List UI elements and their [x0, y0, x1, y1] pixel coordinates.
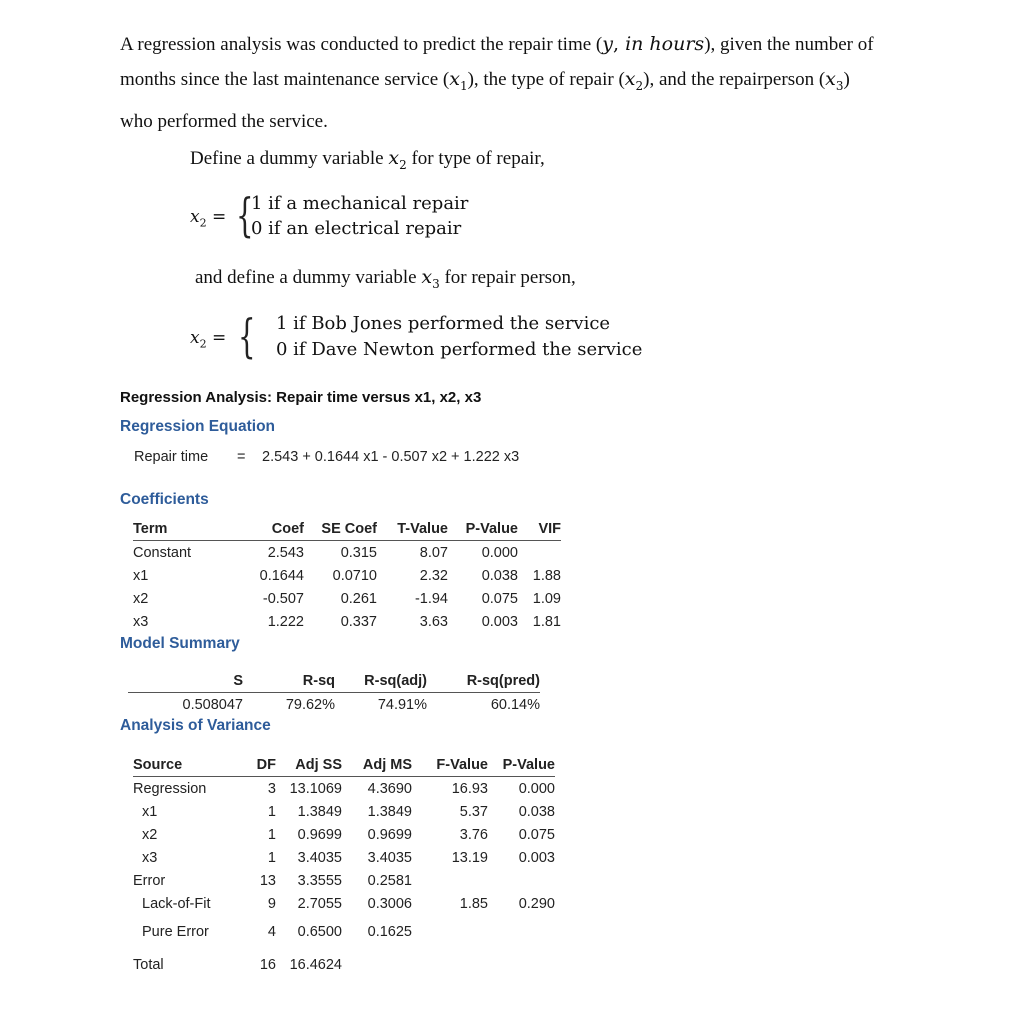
cell: 3: [267, 780, 276, 797]
table-row: [133, 564, 561, 587]
intro-comma: ,: [612, 33, 626, 55]
cell: 0.003: [481, 613, 518, 630]
cell: 0.9699: [297, 826, 342, 843]
cell: -1.94: [414, 590, 448, 607]
cell: 0.290: [518, 895, 555, 912]
cell: 3.76: [459, 826, 488, 843]
regression-equation-rhs: 2.543 + 0.1644 x1 - 0.507 x2 + 1.222 x3: [262, 449, 520, 465]
cell: 4.3690: [367, 780, 412, 797]
cell: 0.038: [481, 567, 518, 584]
cell: Total: [133, 956, 164, 973]
column-header: SE Coef: [304, 518, 377, 541]
cell: 1.222: [267, 613, 304, 630]
coefficients-header-row: [133, 518, 561, 541]
cell: [488, 948, 555, 981]
table-row: [133, 587, 561, 610]
define-text: and define a dummy variable: [195, 267, 422, 288]
table-row: [133, 846, 555, 869]
var-x2: x: [190, 207, 200, 227]
cell: 8.07: [419, 544, 448, 561]
cell: 1.09: [532, 590, 561, 607]
regression-equation-heading: Regression Equation: [120, 418, 276, 435]
cell: 1: [267, 826, 276, 843]
cell: 0.038: [518, 803, 555, 820]
column-header: VIF: [518, 518, 561, 541]
cell: 9: [267, 895, 276, 912]
intro-text: ): [843, 69, 850, 90]
var-x3-subscript: 3: [432, 276, 440, 291]
table-row: [133, 610, 561, 633]
var-x3: x: [825, 68, 836, 90]
cell: 16: [259, 956, 276, 973]
cell: x1: [142, 803, 158, 820]
cell: 3.4035: [297, 849, 342, 866]
var-x2: x: [624, 68, 636, 90]
column-header: F-Value: [412, 754, 488, 777]
cell: 0.075: [518, 826, 555, 843]
column-header: R-sq(adj): [335, 670, 427, 693]
piecewise-x2-case-2: 0 if an electrical repair: [251, 218, 462, 239]
regression-equation-equals: =: [237, 449, 246, 465]
cell: 2.32: [419, 567, 448, 584]
intro-text: ), given the number of: [704, 34, 874, 55]
cell: 16.4624: [289, 956, 342, 973]
intro-line-2: [120, 62, 920, 104]
cell: Regression: [133, 780, 207, 797]
cell: 5.37: [459, 803, 488, 820]
cell: [488, 869, 555, 892]
left-brace-icon: {: [238, 309, 256, 363]
table-row: [133, 800, 555, 823]
coefficients-table: [133, 518, 561, 633]
cell: 0.003: [518, 849, 555, 866]
cell: Pure Error: [142, 923, 209, 940]
regression-equation-lhs: Repair time: [134, 449, 209, 465]
cell: 1.85: [459, 895, 488, 912]
column-header: R-sq(pred): [427, 670, 540, 693]
cell: 0.315: [340, 544, 377, 561]
table-row: [133, 541, 561, 565]
intro-line-3: who performed the service.: [120, 110, 328, 132]
cell: 3.3555: [297, 872, 342, 889]
cell: [412, 948, 488, 981]
column-header: Coef: [237, 518, 304, 541]
cell: 2.7055: [297, 895, 342, 912]
var-x2: x: [190, 328, 200, 348]
column-header: P-Value: [448, 518, 518, 541]
cell: 13.1069: [289, 780, 342, 797]
cell: 74.91%: [377, 696, 427, 713]
cell: 13.19: [451, 849, 488, 866]
define-text: for type of repair,: [406, 148, 545, 169]
cell: 1: [267, 849, 276, 866]
model-summary-header-row: [128, 670, 540, 693]
column-header: R-sq: [243, 670, 335, 693]
var-x2-subscript: 2: [399, 157, 407, 172]
piecewise-x3-case-2: 0 if Dave Newton performed the service: [276, 339, 643, 360]
piecewise-x3-case-1: 1 if Bob Jones performed the service: [276, 313, 611, 334]
table-row: [133, 915, 555, 948]
column-header: T-Value: [377, 518, 448, 541]
model-summary-heading: Model Summary: [120, 635, 240, 652]
piecewise-x2-lhs: [190, 207, 226, 229]
var-x2-subscript: 2: [635, 78, 644, 93]
var-x2-subscript: 2: [199, 216, 207, 230]
table-row: [128, 693, 540, 717]
cell: 3.4035: [367, 849, 412, 866]
intro-text: A regression analysis was conducted to predict the repair time (: [120, 34, 603, 55]
define-text: for repair person,: [439, 267, 576, 288]
cell: 16.93: [451, 780, 488, 797]
define-text: Define a dummy variable: [190, 148, 389, 169]
cell: 0.337: [340, 613, 377, 630]
table-row: [133, 948, 555, 981]
intro-text: ), the type of repair (: [467, 69, 625, 90]
cell: 0.1625: [367, 923, 412, 940]
cell: x2: [133, 590, 149, 607]
var-x2-subscript: 2: [199, 337, 207, 351]
var-x1: x: [449, 68, 460, 90]
column-header: DF: [243, 754, 276, 777]
cell: x1: [133, 567, 149, 584]
coefficients-heading: Coefficients: [120, 491, 209, 508]
cell: [412, 869, 488, 892]
cell: 60.14%: [490, 696, 540, 713]
intro-text: months since the last maintenance service (: [120, 69, 450, 90]
define-x2-text: [190, 147, 545, 172]
var-x3-subscript: 3: [835, 78, 844, 93]
var-x2: x: [388, 147, 400, 169]
equals-sign: =: [206, 328, 227, 348]
equals-sign: =: [206, 207, 227, 227]
piecewise-x3-lhs: [190, 328, 226, 350]
cell: 0.000: [481, 544, 518, 561]
intro-line-1: [120, 27, 920, 62]
column-header: Source: [133, 754, 243, 777]
cell: [412, 915, 488, 948]
cell: 0.0710: [332, 567, 377, 584]
cell: 0.075: [481, 590, 518, 607]
cell: 13: [259, 872, 276, 889]
cell: 2.543: [267, 544, 304, 561]
cell: 1.3849: [367, 803, 412, 820]
model-summary-table: [128, 670, 540, 716]
cell: 0.508047: [182, 696, 243, 713]
cell: 1.81: [532, 613, 561, 630]
define-x3-text: [195, 266, 576, 291]
cell: [342, 948, 412, 981]
cell: 79.62%: [285, 696, 335, 713]
unit-hours: in hours: [625, 33, 705, 55]
cell: Lack-of-Fit: [142, 895, 211, 912]
table-row: [133, 869, 555, 892]
var-y: y: [602, 33, 613, 55]
cell: 1.3849: [297, 803, 342, 820]
cell: Error: [133, 872, 166, 889]
cell: 3.63: [419, 613, 448, 630]
cell: 0.9699: [367, 826, 412, 843]
intro-text: ), and the repairperson (: [643, 69, 826, 90]
cell: -0.507: [262, 590, 304, 607]
var-x3: x: [421, 266, 433, 288]
left-brace-icon: {: [236, 188, 254, 242]
table-row: [133, 892, 555, 915]
anova-heading: Analysis of Variance: [120, 717, 271, 734]
intro-paragraph: [120, 27, 920, 139]
column-header: Term: [133, 518, 237, 541]
cell: 1: [267, 803, 276, 820]
column-header: S: [128, 670, 243, 693]
cell: x2: [142, 826, 158, 843]
anova-header-row: [133, 754, 555, 777]
anova-table: [133, 754, 555, 981]
cell: 0.1644: [259, 567, 304, 584]
cell: [488, 915, 555, 948]
cell: 4: [267, 923, 276, 940]
cell: 0.2581: [367, 872, 412, 889]
cell: 0.6500: [297, 923, 342, 940]
cell: 0.261: [340, 590, 377, 607]
cell: x3: [133, 613, 149, 630]
analysis-title: Regression Analysis: Repair time versus x1, x2, x3: [120, 389, 482, 406]
cell: x3: [142, 849, 158, 866]
cell: [518, 541, 561, 565]
column-header: P-Value: [488, 754, 555, 777]
piecewise-x2-case-1: 1 if a mechanical repair: [251, 193, 469, 214]
cell: 1.88: [532, 567, 561, 584]
cell: Constant: [133, 544, 192, 561]
cell: 0.3006: [367, 895, 412, 912]
cell: 0.000: [518, 780, 555, 797]
table-row: [133, 777, 555, 801]
column-header: Adj SS: [276, 754, 342, 777]
table-row: [133, 823, 555, 846]
var-x1-subscript: 1: [459, 78, 468, 93]
column-header: Adj MS: [342, 754, 412, 777]
